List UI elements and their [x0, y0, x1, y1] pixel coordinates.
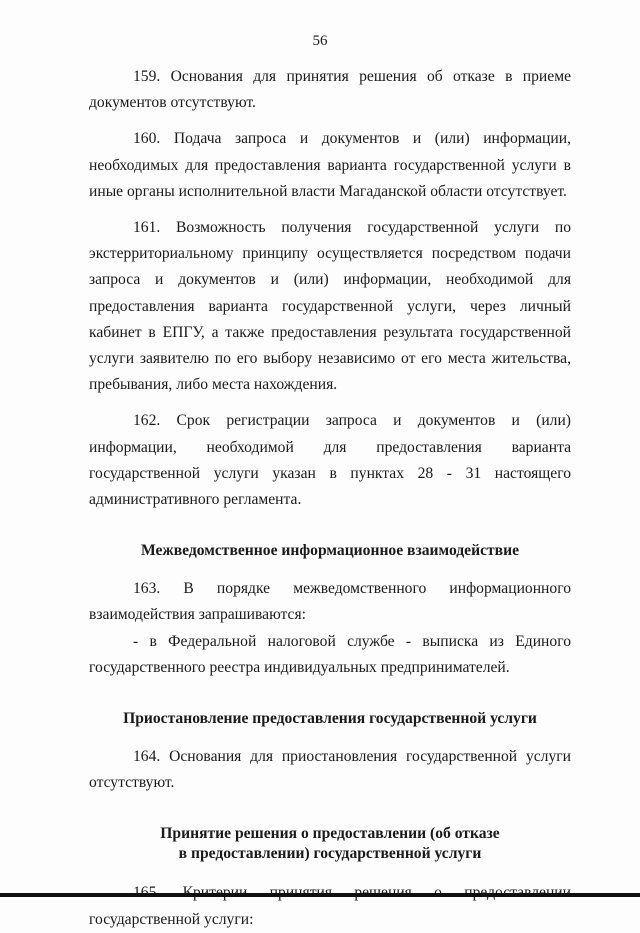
section-heading-decision-line-2: в предоставлении) государственной услуги	[178, 845, 482, 863]
paragraph-163: 163. В порядке межведомственного информационного взаимодействия запрашиваются:	[89, 580, 571, 624]
paragraph-163-item: - в Федеральной налоговой службе - выписка из Единого государственного реестра индивидуальных предпринимателей.	[89, 632, 571, 676]
page-number: 56	[312, 33, 328, 49]
paragraph-164: 164. Основания для приостановления государственной услуги отсутствуют.	[89, 748, 571, 792]
paragraph-160: 160. Подача запроса и документов и (или) информации, необходимых для предоставления варианта государственной услуги в иные органы исполнительной власти Магаданской области отсутствует.	[89, 130, 571, 200]
paragraph-161: 161. Возможность получения государственной услуги по экстерриториальному принципу осуществляется посредством подачи запроса и документов и (или) информации, необходимой для предоставления варианта государственной услуги, через личный кабинет в ЕПГУ, а также предоставления результата государственной услуги заявителю по его выбору независимо от его места жительства, пребывания, либо места нахождения.	[89, 219, 571, 394]
paragraph-165: государственной услуги:	[89, 910, 254, 928]
document-body	[89, 64, 571, 933]
section-heading-decision-line-1: Принятие решения о предоставлении (об отказе	[160, 825, 500, 843]
section-heading-decision	[89, 824, 571, 864]
section-heading-interagency: Межведомственное информационное взаимодействие	[141, 542, 519, 560]
bottom-scan-border	[0, 893, 640, 897]
paragraph-159: 159. Основания для принятия решения об отказе в приеме документов отсутствуют.	[89, 68, 571, 112]
paragraph-162: 162. Срок регистрации запроса и документов и (или) информации, необходимой для предоставления варианта государственной услуги указан в пунктах 28 - 31 настоящего административного регламента.	[89, 412, 571, 509]
section-heading-suspension: Приостановление предоставления государственной услуги	[123, 710, 537, 728]
